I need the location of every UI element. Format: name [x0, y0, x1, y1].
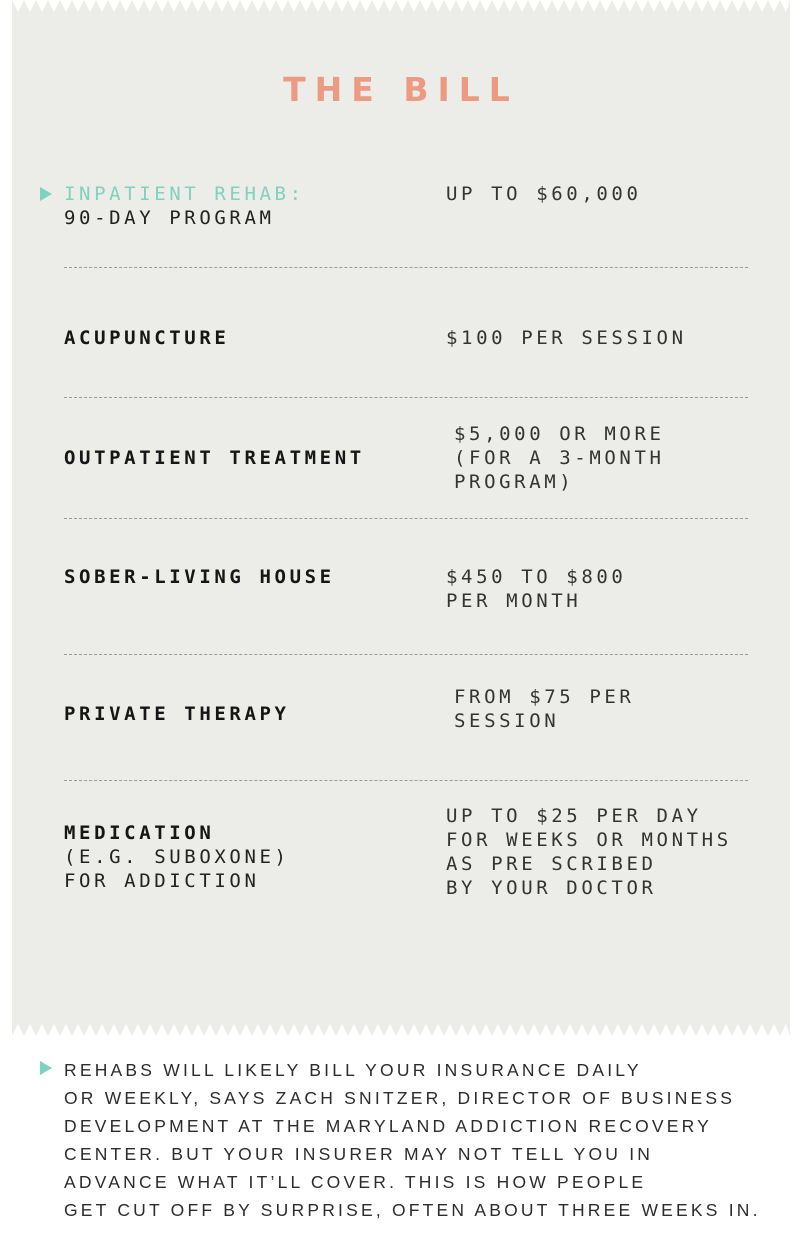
divider: [64, 397, 748, 398]
item-label-private-therapy: PRIVATE THERAPY: [64, 703, 290, 725]
item-label-outpatient-treatment: OUTPATIENT TREATMENT: [64, 447, 365, 469]
receipt-torn-edge-bottom: [12, 1024, 790, 1036]
item-value-private-therapy-line-2: SESSION: [454, 710, 560, 732]
item-value-medication-line-4: BY YOUR DOCTOR: [446, 877, 657, 899]
item-value-sober-living-line-1: $450 TO $800: [446, 566, 627, 588]
divider: [64, 780, 748, 781]
item-value-inpatient-rehab: UP TO $60,000: [446, 183, 642, 205]
item-value-medication-line-2: FOR WEEKS OR MONTHS: [446, 829, 732, 851]
triangle-bullet-icon: [40, 1061, 52, 1075]
item-value-outpatient-line-1: $5,000 OR MORE: [454, 423, 665, 445]
item-label-sober-living-house: SOBER-LIVING HOUSE: [64, 566, 335, 588]
note-line: OR WEEKLY, SAYS ZACH SNITZER, DIRECTOR OF BUSINESS: [64, 1088, 736, 1108]
item-value-outpatient-line-3: PROGRAM): [454, 471, 575, 493]
item-label-inpatient-rehab-detail: 90-DAY PROGRAM: [64, 207, 275, 229]
note-line: REHABS WILL LIKELY BILL YOUR INSURANCE DAILY: [64, 1060, 642, 1080]
item-value-medication-line-3: AS PRE SCRIBED: [446, 853, 657, 875]
item-value-sober-living-line-2: PER MONTH: [446, 590, 582, 612]
receipt-torn-edge-top: [12, 0, 790, 12]
triangle-bullet-icon: [40, 187, 52, 201]
item-label-acupuncture: ACUPUNCTURE: [64, 327, 230, 349]
divider: [64, 267, 748, 268]
item-value-outpatient-line-2: (FOR A 3-MONTH: [454, 447, 665, 469]
item-label-inpatient-rehab: INPATIENT REHAB:: [64, 183, 305, 205]
divider: [64, 654, 748, 655]
bill-title: THE BILL: [283, 70, 519, 109]
insurance-note: [64, 1056, 784, 1224]
item-value-acupuncture: $100 PER SESSION: [446, 327, 687, 349]
item-value-medication-line-1: UP TO $25 PER DAY: [446, 805, 702, 827]
item-value-private-therapy-line-1: FROM $75 PER: [454, 686, 635, 708]
note-line: ADVANCE WHAT IT’LL COVER. THIS IS HOW PEOPLE: [64, 1172, 647, 1192]
note-line: DEVELOPMENT AT THE MARYLAND ADDICTION RECOVERY: [64, 1116, 713, 1136]
item-label-medication-example: (E.G. SUBOXONE): [64, 846, 290, 868]
note-line: GET CUT OFF BY SURPRISE, OFTEN ABOUT THREE WEEKS IN.: [64, 1200, 761, 1220]
item-label-medication-purpose: FOR ADDICTION: [64, 870, 260, 892]
note-line: CENTER. BUT YOUR INSURER MAY NOT TELL YOU IN: [64, 1144, 654, 1164]
divider: [64, 518, 748, 519]
item-label-medication: MEDICATION: [64, 822, 215, 844]
